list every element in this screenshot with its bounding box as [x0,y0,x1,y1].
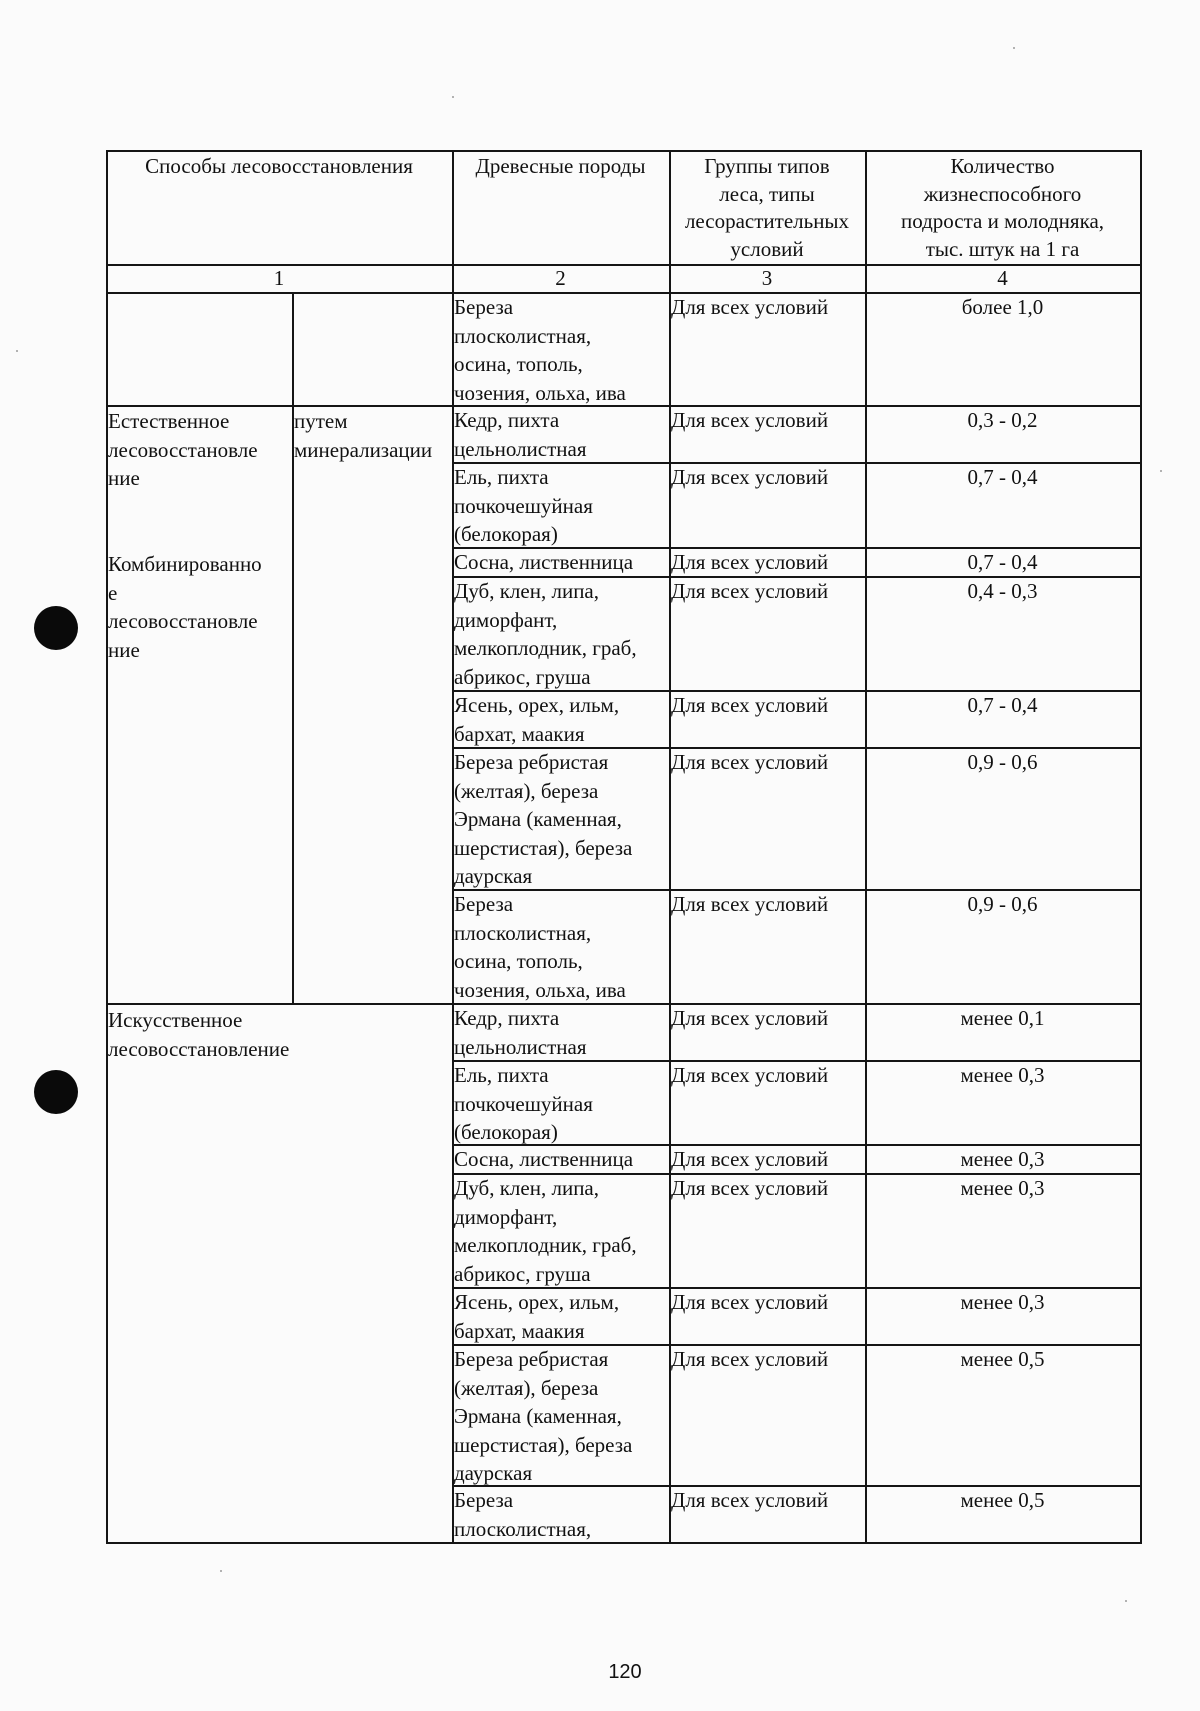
species-cell: Береза плосколистная, осина, тополь, чозения, ольха, ива [454,892,626,1002]
method-combined: Комбинированно е лесовосстановле ние [108,552,262,662]
method-artificial: Искусственное лесовосстановление [108,1008,290,1061]
conditions-cell: Для всех условий [671,892,829,916]
quantity-cell: менее 0,3 [960,1176,1045,1200]
scan-speck [1013,47,1015,49]
conditions-cell: Для всех условий [671,693,829,717]
conditions-cell: Для всех условий [671,550,829,574]
conditions-cell: Для всех условий [671,1488,829,1512]
quantity-cell: менее 0,3 [960,1290,1045,1314]
conditions-cell: Для всех условий [671,1063,829,1087]
conditions-cell: Для всех условий [671,295,829,319]
quantity-cell: менее 0,3 [960,1147,1045,1171]
conditions-cell: Для всех условий [671,1290,829,1314]
quantity-cell: 0,7 - 0,4 [967,693,1038,717]
quantity-cell: 0,4 - 0,3 [967,579,1038,603]
header-methods: Способы лесовосстановления [145,154,413,178]
column-number: 3 [761,266,773,290]
species-cell: Кедр, пихта цельнолистная [454,408,587,461]
scan-speck [16,350,18,352]
method-natural: Естественное лесовосстановле ние [108,409,258,490]
column-number: 2 [555,266,566,290]
species-cell: Ясень, орех, ильм, бархат, маакия [454,693,620,746]
quantity-cell: 0,7 - 0,4 [967,465,1038,489]
scan-speck [1160,470,1162,472]
quantity-cell: 0,9 - 0,6 [967,892,1038,916]
page-number: 120 [608,1661,642,1683]
header-species: Древесные породы [475,154,646,178]
species-cell: Кедр, пихта цельнолистная [454,1006,587,1059]
quantity-cell: менее 0,1 [960,1006,1045,1030]
column-number: 4 [997,266,1008,290]
species-cell: Береза плосколистная, [454,1488,592,1541]
table-rule [865,150,867,1544]
species-cell: Ясень, орех, ильм, бархат, маакия [454,1290,620,1343]
header-forest-types: Группы типов леса, типы лесорастительных условий [684,154,850,261]
conditions-cell: Для всех условий [671,750,829,774]
column-number: 1 [273,266,285,290]
quantity-cell: более 1,0 [961,295,1044,319]
quantity-cell: 0,3 - 0,2 [967,408,1038,432]
header-quantity: Количество жизнеспособного подроста и молодняка, тыс. штук на 1 га [900,154,1105,261]
conditions-cell: Для всех условий [671,465,829,489]
conditions-cell: Для всех условий [671,1176,829,1200]
conditions-cell: Для всех условий [671,1147,829,1171]
punch-hole-mark [34,606,78,650]
conditions-cell: Для всех условий [671,1347,829,1371]
table-border [106,150,108,1544]
table-rule [106,150,1141,152]
species-cell: Береза ребристая (желтая), береза Эрмана (каменная, шерстистая), береза даурская [454,750,633,888]
conditions-cell: Для всех условий [671,1006,829,1030]
conditions-cell: Для всех условий [671,408,829,432]
species-cell: Сосна, лиственница [454,550,634,574]
table-rule [292,294,294,1004]
species-cell: Дуб, клен, липа, диморфант, мелкоплодник, граб, абрикос, груша [454,1176,637,1286]
quantity-cell: менее 0,3 [960,1063,1045,1087]
quantity-cell: 0,9 - 0,6 [967,750,1038,774]
quantity-cell: 0,7 - 0,4 [967,550,1038,574]
conditions-cell: Для всех условий [671,579,829,603]
species-cell: Береза плосколистная, осина, тополь, чозения, ольха, ива [454,295,626,405]
species-cell: Сосна, лиственница [454,1147,634,1171]
table-border [1140,150,1142,1544]
quantity-cell: менее 0,5 [960,1488,1045,1512]
species-cell: Ель, пихта почкочешуйная (белокорая) [454,1063,593,1144]
scan-speck [452,96,454,98]
scan-speck [1125,1600,1127,1602]
species-cell: Береза ребристая (желтая), береза Эрмана (каменная, шерстистая), береза даурская [454,1347,633,1485]
table-rule [669,150,671,1544]
method-mineralization: путем минерализации [294,409,433,462]
quantity-cell: менее 0,5 [960,1347,1045,1371]
punch-hole-mark [34,1070,78,1114]
species-cell: Ель, пихта почкочешуйная (белокорая) [454,465,593,546]
species-cell: Дуб, клен, липа, диморфант, мелкоплодник, граб, абрикос, груша [454,579,637,689]
scan-speck [220,1570,222,1572]
